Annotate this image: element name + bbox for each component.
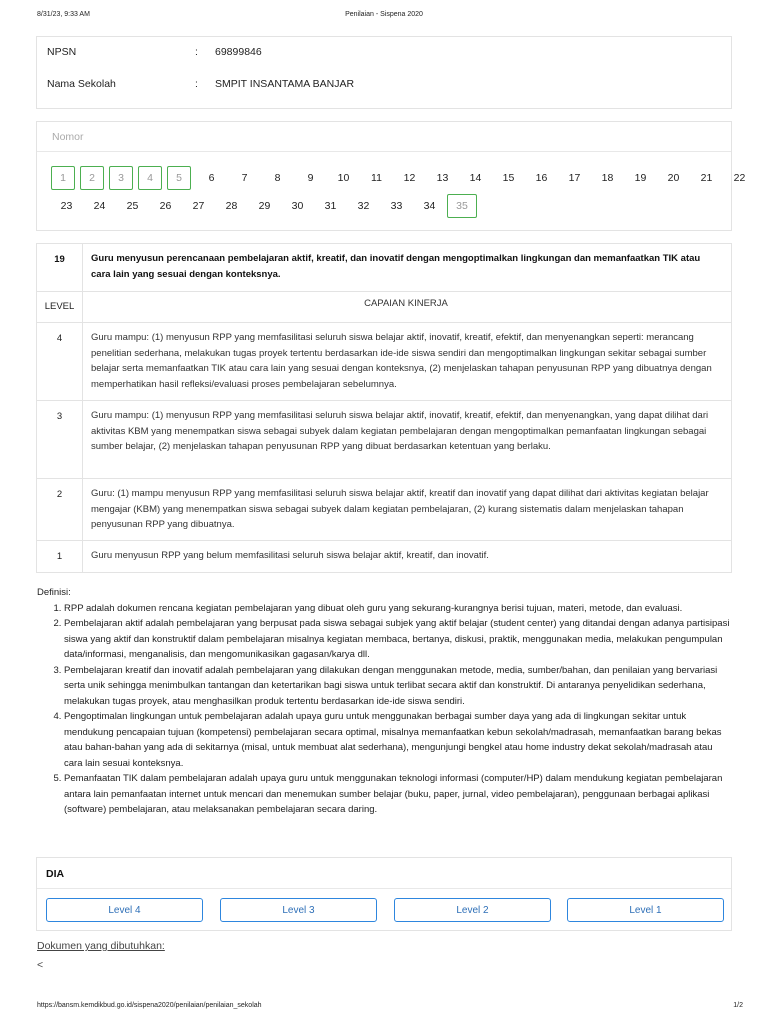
question-number-15[interactable]: 15 bbox=[502, 172, 515, 184]
level-number: 2 bbox=[37, 479, 83, 541]
question-number-14[interactable]: 14 bbox=[469, 172, 482, 184]
question-number-33[interactable]: 33 bbox=[390, 200, 403, 212]
question-number-24[interactable]: 24 bbox=[93, 200, 106, 212]
npsn-separator: : bbox=[195, 46, 198, 58]
rubric-header-row bbox=[37, 292, 732, 323]
print-footer bbox=[0, 1002, 768, 1014]
level-3-button[interactable]: Level 3 bbox=[220, 898, 377, 922]
level-description: Guru menyusun RPP yang belum memfasilitasi seluruh siswa belajar aktif, kreatif, dan inovatif. bbox=[83, 541, 732, 573]
question-number-9[interactable]: 9 bbox=[307, 172, 314, 184]
question-number-32[interactable]: 32 bbox=[357, 200, 370, 212]
level-description: Guru mampu: (1) menyusun RPP yang memfasilitasi seluruh siswa belajar aktif, inovatif, kreatif, efektif, dan menyenangkan seperti: merancang penelitian sederhana, melakukan tugas proyek tertentu berdasarkan ide-ide siswa sendiri dan mengoptimalkan lingkungan sekitar sebagai sumber belajar serta memanfaatkan TIK atau cara lain yang sesuai dengan konteksnya, (2) menjelaskan tahapan penyusunan RPP yang dibuatnya dengan memperhatikan hasil refleksi/evaluasi proses pembelajaran sebelumnya. bbox=[83, 323, 732, 401]
dia-card bbox=[36, 857, 732, 931]
question-number-16[interactable]: 16 bbox=[535, 172, 548, 184]
definisi-item: 4. Pengoptimalan lingkungan untuk pembelajaran adalah upaya guru untuk menggunakan berbagai sumber daya yang ada di lingkungan sekitar untuk mendukung pencapaian tujuan (kompetensi) pembelajaran secara optimal, misalnya memanfaatkan kebun sekolah/madrasah, memanfaatkan barang bekas atau bahan-bahan yang ada di sekitarnya (misal, untuk membuat alat sederhana), mengunjungi bengkel atau home industry dekat sekolah/madrasah atau cara lain sesuai konteksnya. bbox=[64, 709, 732, 771]
question-number-28[interactable]: 28 bbox=[225, 200, 238, 212]
print-date: 8/31/23, 9:33 AM bbox=[37, 11, 90, 18]
question-number-13[interactable]: 13 bbox=[436, 172, 449, 184]
question-number-26[interactable]: 26 bbox=[159, 200, 172, 212]
question-number-5[interactable]: 5 bbox=[167, 166, 191, 190]
print-title: Penilaian - Sispena 2020 bbox=[345, 11, 423, 18]
question-number-34[interactable]: 34 bbox=[423, 200, 436, 212]
definisi-title: Definisi: bbox=[37, 587, 71, 598]
level-number: 4 bbox=[37, 323, 83, 401]
rubric-row-level-2 bbox=[37, 479, 732, 541]
definisi-item: 2. Pembelajaran aktif adalah pembelajaran yang berpusat pada siswa sebagai subjek yang aktif belajar (student center) yang ditandai dengan adanya partisipasi siswa yang aktif dan konstruktif dalam pembelajaran misalnya kegiatan membaca, bertanya, diskusi, praktik, menggunakan media, melakukan pengumpulan data/informasi, menganalisis, dan mengomunikasikan gagasan/karya dll. bbox=[64, 616, 732, 663]
question-number-11[interactable]: 11 bbox=[371, 172, 382, 184]
rubric-question-row bbox=[37, 244, 732, 292]
question-number-29[interactable]: 29 bbox=[258, 200, 271, 212]
npsn-value: 69899846 bbox=[215, 46, 262, 58]
rubric-row-level-4 bbox=[37, 323, 732, 401]
question-number-17[interactable]: 17 bbox=[568, 172, 581, 184]
question-number-21[interactable]: 21 bbox=[700, 172, 713, 184]
print-header bbox=[0, 11, 768, 23]
question-number-25[interactable]: 25 bbox=[126, 200, 139, 212]
nomor-title: Nomor bbox=[52, 131, 84, 143]
question-number-6[interactable]: 6 bbox=[208, 172, 215, 184]
level-number: 1 bbox=[37, 541, 83, 573]
nomor-header bbox=[37, 122, 731, 152]
question-number-19[interactable]: 19 bbox=[634, 172, 647, 184]
number-row-2 bbox=[51, 194, 477, 220]
rubric-row-level-1 bbox=[37, 541, 732, 573]
dia-header bbox=[37, 858, 731, 889]
rubric-row-level-3 bbox=[37, 401, 732, 479]
school-name-label: Nama Sekolah bbox=[47, 78, 116, 90]
question-number-3[interactable]: 3 bbox=[109, 166, 133, 190]
definisi-list bbox=[50, 601, 732, 818]
question-number-4[interactable]: 4 bbox=[138, 166, 162, 190]
print-page-number: 1/2 bbox=[733, 1002, 743, 1009]
question-number-2[interactable]: 2 bbox=[80, 166, 104, 190]
question-text: Guru menyusun perencanaan pembelajaran aktif, kreatif, dan inovatif dengan mengoptimalkan lingkungan dan memanfaatkan TIK atau cara lain yang sesuai dengan konteksnya. bbox=[83, 244, 732, 292]
definisi-item: 3. Pembelajaran kreatif dan inovatif adalah pembelajaran yang dilakukan dengan menggunakan metode, media, sumber/bahan, dan penilaian yang bervariasi serta unik sehingga menimbulkan tantangan dan ketertarikan bagi siswa untuk terlibat secara aktif dan konstruktif. Di antaranya penyelidikan sederhana, melakukan tugas proyek, atau menghasilkan produk tertentu berdasarkan ide-ide siswa sendiri. bbox=[64, 663, 732, 710]
level-2-button[interactable]: Level 2 bbox=[394, 898, 551, 922]
question-number-18[interactable]: 18 bbox=[601, 172, 614, 184]
question-number-12[interactable]: 12 bbox=[403, 172, 416, 184]
dokumen-link[interactable]: Dokumen yang dibutuhkan: bbox=[37, 940, 165, 952]
rubric-table bbox=[36, 243, 732, 573]
level-1-button[interactable]: Level 1 bbox=[567, 898, 724, 922]
capaian-column-header: CAPAIAN KINERJA bbox=[83, 292, 732, 323]
question-number-1[interactable]: 1 bbox=[51, 166, 75, 190]
dia-title: DIA bbox=[46, 868, 65, 880]
number-row-1 bbox=[51, 166, 755, 192]
question-number-30[interactable]: 30 bbox=[291, 200, 304, 212]
school-info-card bbox=[36, 36, 732, 109]
nomor-card bbox=[36, 121, 746, 231]
school-name-value: SMPIT INSANTAMA BANJAR bbox=[215, 78, 355, 90]
question-number-35[interactable]: 35 bbox=[447, 194, 477, 218]
question-number-7[interactable]: 7 bbox=[241, 172, 248, 184]
level-4-button[interactable]: Level 4 bbox=[46, 898, 203, 922]
dokumen-caret: < bbox=[37, 959, 44, 971]
question-number-31[interactable]: 31 bbox=[324, 200, 337, 212]
definisi-section bbox=[37, 585, 732, 818]
definisi-item: 5. Pemanfaatan TIK dalam pembelajaran adalah upaya guru untuk menggunakan teknologi informasi (computer/HP) dalam mendukung kegiatan pembelajaran antara lain pemanfaatan internet untuk mencari dan menemukan sumber belajar (buku, paper, jurnal, video pembelajaran), penggunaan berbagai aplikasi (software) pembelajaran, atau melaksanakan pembelajaran secara daring. bbox=[64, 771, 732, 818]
question-number-23[interactable]: 23 bbox=[60, 200, 73, 212]
question-number: 19 bbox=[37, 244, 83, 292]
question-number-8[interactable]: 8 bbox=[274, 172, 281, 184]
definisi-item: 1. RPP adalah dokumen rencana kegiatan pembelajaran yang dibuat oleh guru yang sekurang-kurangnya berisi tujuan, materi, metode, dan evaluasi. bbox=[64, 601, 732, 617]
level-description: Guru: (1) mampu menyusun RPP yang memfasilitasi seluruh siswa belajar aktif, kreatif dan inovatif yang dapat dilihat dari aktivitas kegiatan belajar mengajar (KBM) yang menempatkan siswa sebagai subyek dalam kegiatan pembelajaran, (2) kurang sistematis dalam menjelaskan tahapan penyusunan RPP yang dibuatnya. bbox=[83, 479, 732, 541]
question-number-20[interactable]: 20 bbox=[667, 172, 680, 184]
school-name-separator: : bbox=[195, 78, 198, 90]
level-column-header: LEVEL bbox=[37, 292, 83, 323]
level-description: Guru mampu: (1) menyusun RPP yang memfasilitasi seluruh siswa belajar aktif, inovatif, kreatif, efektif, dan menyenangkan, yang dapat dilihat dari aktivitas KBM yang menempatkan siswa sebagai subyek dalam kegiatan pembelajaran dengan mengoptimalkan pemanfaatan lingkungan sebagai sumber belajar, (2) menjelaskan tahapan penyusunan RPP yang dibuat berdasarkan ketentuan yang berlaku. bbox=[83, 401, 732, 479]
print-url: https://bansm.kemdikbud.go.id/sispena2020/penilaian/penilaian_sekolah bbox=[37, 1002, 262, 1009]
question-number-27[interactable]: 27 bbox=[192, 200, 205, 212]
npsn-label: NPSN bbox=[47, 46, 77, 58]
question-number-22[interactable]: 22 bbox=[733, 172, 746, 184]
question-number-10[interactable]: 10 bbox=[337, 172, 350, 184]
level-number: 3 bbox=[37, 401, 83, 479]
